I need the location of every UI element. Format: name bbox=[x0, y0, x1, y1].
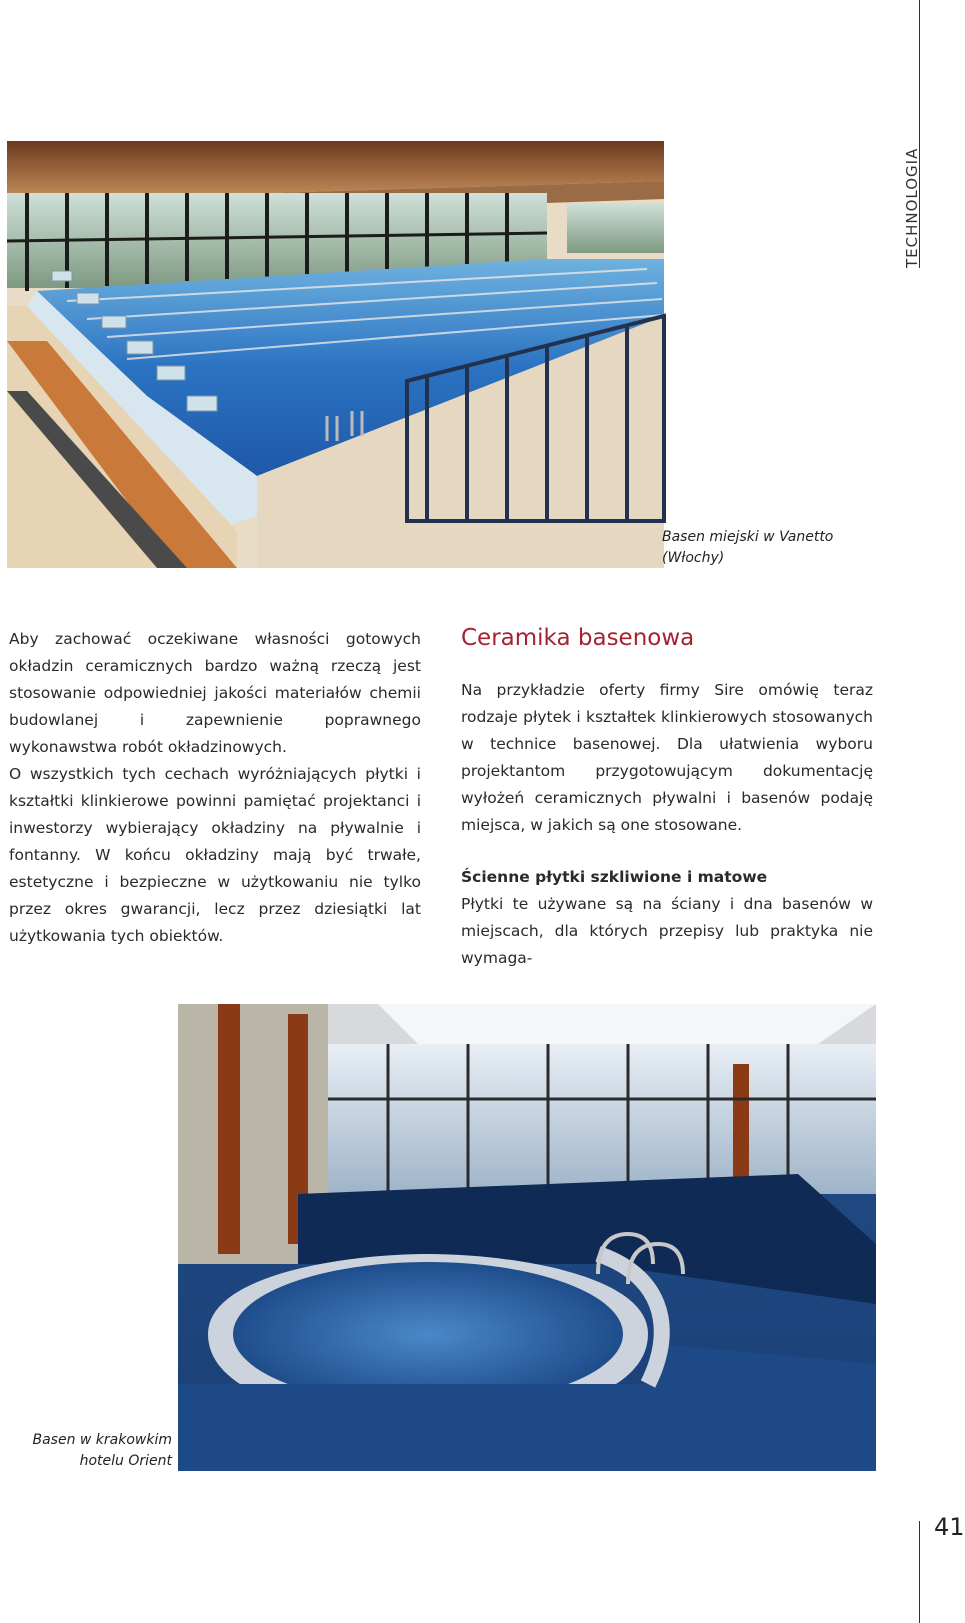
section-label: TECHNOLOGIA bbox=[903, 147, 921, 268]
body-paragraph: Płytki te używane są na ściany i dna basenów w miejscach, dla których przepisy lub praktyka nie wymaga- bbox=[461, 895, 873, 967]
caption-line: Basen w krakowkim bbox=[32, 1432, 172, 1448]
body-paragraph: O wszystkich tych cechach wyróżniających płytki i kształtki klinkierowe powinni pamiętać projektanci i inwestorzy wybierający okładziny na pływalnie i fontanny. W końcu okładziny mają być trwałe, estetyczne i bezpieczne w użytkowaniu nie tylko przez okres gwarancji, lecz przez dziesiątki lat użytkowania tych obiektów. bbox=[9, 765, 421, 945]
caption-line: Basen miejski w Vanetto bbox=[662, 529, 834, 545]
page-number: 41 bbox=[934, 1513, 965, 1541]
caption-line: hotelu Orient bbox=[79, 1453, 172, 1469]
right-text-column bbox=[461, 677, 873, 972]
photo-pool-vanetto bbox=[7, 141, 664, 568]
figure-caption-vanetto bbox=[662, 527, 833, 569]
body-paragraph: Aby zachować oczekiwane własności gotowych okładzin ceramicznych bardzo ważną rzeczą jest stosowanie odpowiedniej jakości materiałów chemii budowlanej i zapewnienie poprawnego wykonawstwa robót okładzinowych. bbox=[9, 630, 421, 756]
figure-caption-orient bbox=[32, 1430, 172, 1472]
bottom-vertical-rule bbox=[919, 1521, 920, 1623]
body-paragraph: Na przykładzie oferty firmy Sire omówię teraz rodzaje płytek i kształtek klinkierowych stosowanych w technice basenowej. Dla ułatwienia wyboru projektantom przygotowującym dokumentację wyłożeń ceramicznych pływalni i basenów podaję miejsca, w jakich są one stosowane. bbox=[461, 681, 873, 834]
left-text-column bbox=[9, 626, 421, 950]
section-heading: Ceramika basenowa bbox=[461, 625, 695, 651]
caption-line: (Włochy) bbox=[662, 550, 725, 566]
subsection-heading: Ścienne płytki szkliwione i matowe bbox=[461, 868, 768, 886]
photo-pool-orient bbox=[178, 1004, 876, 1471]
